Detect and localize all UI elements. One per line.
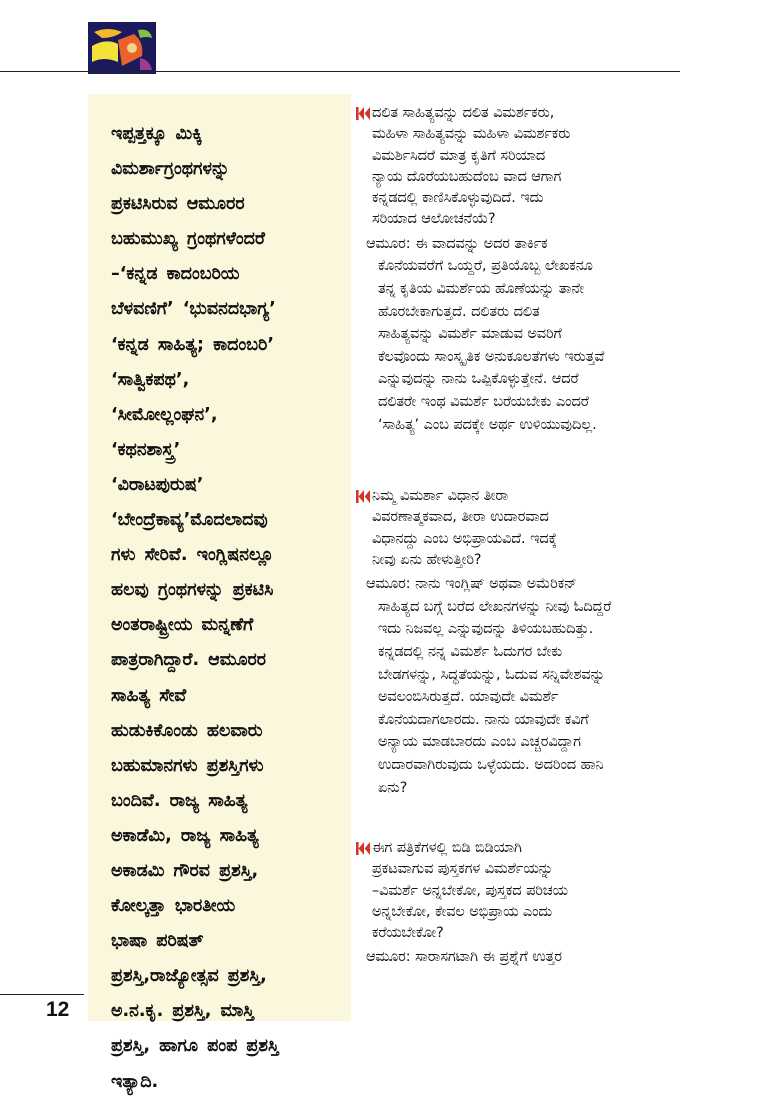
answer-line: ಅವಲಂಬಿಸಿರುತ್ತದೆ. ಯಾವುದೇ ವಿಮರ್ಶೆ: [378, 689, 559, 706]
answer: [356, 946, 681, 969]
answer: [356, 573, 681, 799]
sidebar-line: ಇತ್ಯಾದಿ.: [111, 1071, 159, 1092]
answer-line: ಕನ್ನಡದಲ್ಲಿ ನನ್ನ ವಿಮರ್ಶೆ ಓದುಗರ ಬೇಕು: [378, 643, 563, 660]
question-line: ನೀವು ಏನು ಹೇಳುತ್ತೀರಿ?: [372, 551, 482, 568]
footer-rule: [0, 994, 84, 995]
sidebar-line: ಬಹುಮುಖ್ಯ ಗ್ರಂಥಗಳೆಂದರೆ: [111, 229, 265, 250]
question-line: –ವಿಮರ್ಶೆ ಅನ್ನಬೇಕೋ, ಪುಸ್ತಕದ ಪರಿಚಯ: [372, 882, 568, 899]
sidebar-line: ಬಹುಮಾನಗಳು ಪ್ರಶಸ್ತಿಗಳು: [111, 755, 264, 776]
sidebar-line: ‘ಸೀಮೋಲ್ಲಂಘನ’,: [111, 404, 218, 425]
answer-line: ಹೊರಬೇಕಾಗುತ್ತದೆ. ದಲಿತರು ದಲಿತ: [378, 303, 540, 320]
sidebar-line: ‘ವಿರಾಟಪುರುಷ’: [111, 474, 204, 495]
question-line: ಕನ್ನಡದಲ್ಲಿ ಕಾಣಿಸಿಕೊಳ್ಳುವುದಿದೆ. ಇದು: [372, 190, 544, 207]
question: [356, 838, 681, 944]
sidebar-line: ಬೆಳವಣಿಗೆ’ ‘ಭುವನದಭಾಗ್ಯ’: [111, 299, 276, 320]
question-line: ಅನ್ನಬೇಕೋ, ಕೇವಲ ಅಭಿಪ್ರಾಯ ಎಂದು: [372, 903, 553, 920]
question-line: ಈಗ ಪತ್ರಿಕೆಗಳಲ್ಲಿ ಬಿಡಿ ಬಿಡಿಯಾಗಿ: [372, 840, 522, 856]
question-line: ಪ್ರಕಟವಾಗುವ ಪುಸ್ತಕಗಳ ವಿಮರ್ಶೆಯನ್ನು: [372, 861, 554, 878]
magazine-logo-icon: [88, 22, 156, 74]
sidebar-line: ಪಾತ್ರರಾಗಿದ್ದಾರೆ. ಆಮೂರರ: [111, 650, 267, 671]
answer: [356, 233, 681, 436]
answer-line: ಆಮೂರ: ಈ ವಾದವನ್ನು ಅದರ ತಾರ್ಕಿಕ: [366, 235, 548, 252]
sidebar-line: ಪ್ರಶಸ್ತಿ, ಹಾಗೂ ಪಂಪ ಪ್ರಶಸ್ತಿ: [111, 1036, 279, 1057]
answer-line: ಬೇಡಗಳನ್ನು, ಸಿದ್ಧತೆಯನ್ನು, ಓದುವ ಸನ್ನಿವೇಶವನ್ನು: [378, 666, 605, 683]
question: [356, 486, 681, 571]
answer-line: ಕೊನೆಯದಾಗಲಾರದು. ನಾನು ಯಾವುದೇ ಕವಿಗೆ: [378, 711, 589, 728]
question-line: ವಿಧಾನದ್ದು ಎಂಬ ಅಭಿಪ್ರಾಯವಿದೆ. ಇದಕ್ಕೆ: [372, 530, 558, 547]
header-rule: [0, 71, 680, 72]
sidebar-line: ಹಲವು ಗ್ರಂಥಗಳನ್ನು ಪ್ರಕಟಿಸಿ: [111, 580, 274, 601]
sidebar-line: ವಿಮರ್ಶಾಗ್ರಂಥಗಳನ್ನು: [111, 159, 230, 180]
sidebar-line: ಅ.ನ.ಕೃ. ಪ್ರಶಸ್ತಿ, ಮಾಸ್ತಿ: [111, 1001, 255, 1022]
sidebar-line: –‘ಕನ್ನಡ ಕಾದಂಬರಿಯ: [111, 264, 240, 285]
question-line: ವಿವರಣಾತ್ಮಕವಾದ, ತೀರಾ ಉದಾರವಾದ: [372, 509, 549, 526]
sidebar-line: ಬಂದಿವೆ. ರಾಜ್ಯ ಸಾಹಿತ್ಯ: [111, 790, 248, 811]
answer-line: ಎನ್ನುವುದನ್ನು ನಾನು ಒಪ್ಪಿಕೊಳ್ಳುತ್ತೇನೆ. ಆದರೆ: [378, 371, 579, 388]
answer-line: ಕೆಲವೊಂದು ಸಾಂಸ್ಕೃತಿಕ ಅನುಕೂಲತೆಗಳು ಇರುತ್ತವೆ: [378, 348, 605, 365]
answer-line: ಇದು ನಿಜವಲ್ಲ ಎನ್ನುವುದನ್ನು ತಿಳಿಯಬಹುದಿತ್ತು.: [378, 621, 594, 638]
question-line: ನ್ಯಾಯ ದೊರೆಯಬಹುದೆಂಬ ವಾದ ಆಗಾಗ: [372, 168, 562, 185]
answer-line: ಸಾಹಿತ್ಯವನ್ನು ವಿಮರ್ಶೆ ಮಾಡುವ ಅವರಿಗೆ: [378, 326, 562, 343]
answer-line: ಸಾಹಿತ್ಯದ ಬಗ್ಗೆ ಬರೆದ ಲೇಖನಗಳನ್ನು ನೀವು ಓದಿದ್ದರೆ: [378, 598, 612, 615]
question-line: ವಿಮರ್ಶಿಸಿದರೆ ಮಾತ್ರ ಕೃತಿಗೆ ಸರಿಯಾದ: [372, 147, 546, 164]
sidebar-line: ‘ಕಥನಶಾಸ್ತ್ರ’: [111, 439, 181, 460]
question-line: ದಲಿತ ಸಾಹಿತ್ಯವನ್ನು ದಲಿತ ವಿಮರ್ಶಕರು,: [372, 105, 555, 121]
sidebar-line: ಭಾಷಾ ಪರಿಷತ್: [111, 931, 204, 952]
answer-line: ಆಮೂರ: ನಾನು ಇಂಗ್ಲಿಷ್ ಅಥವಾ ಅಮೆರಿಕನ್: [366, 576, 577, 593]
answer-line: ಆಮೂರ: ಸಾರಾಸಗಟಾಗಿ ಈ ಪ್ರಶ್ನೆಗೆ ಉತ್ತರ: [366, 949, 562, 966]
question: [356, 103, 681, 231]
qa-block: [356, 486, 681, 799]
answer-line: ಕೊನೆಯವರೆಗೆ ಒಯ್ದರೆ, ಪ್ರತಿಯೊಬ್ಬ ಲೇಖಕನೂ: [378, 258, 593, 275]
rewind-arrow-icon: [356, 842, 371, 855]
sidebar-line: ಪ್ರಶಸ್ತಿ,ರಾಜ್ಯೋತ್ಸವ ಪ್ರಶಸ್ತಿ,: [111, 966, 267, 987]
sidebar-line: ಕೋಲ್ಕತ್ತಾ ಭಾರತೀಯ: [111, 896, 236, 917]
answer-line: ದಲಿತರೇ ಇಂಥ ವಿಮರ್ಶೆ ಬರೆಯಬೇಕು ಎಂದರೆ: [378, 393, 589, 410]
question-line: ಮಹಿಳಾ ಸಾಹಿತ್ಯವನ್ನು ಮಹಿಳಾ ವಿಮರ್ಶಕರು: [372, 126, 571, 143]
answer-line: ‘ಸಾಹಿತ್ಯ’ ಎಂಬ ಪದಕ್ಕೇ ಅರ್ಥ ಉಳಿಯುವುದಿಲ್ಲ.: [378, 416, 597, 433]
question-line: ಕರೆಯಬೇಕೋ?: [372, 925, 444, 942]
sidebar-line: ಹುಡುಕಿಕೊಂಡು ಹಲವಾರು: [111, 720, 263, 741]
answer-line: ತನ್ನ ಕೃತಿಯ ವಿಮರ್ಶೆಯ ಹೊಣೆಯನ್ನು ತಾನೇ: [378, 280, 585, 297]
sidebar-line: ಪ್ರಕಟಿಸಿರುವ ಆಮೂರರ: [111, 194, 245, 215]
qa-block: [356, 103, 681, 436]
rewind-arrow-icon: [356, 490, 371, 503]
sidebar-line: ‘ಬೇಂದ್ರೆಕಾವ್ಯ’ಮೊದಲಾದವು: [111, 510, 268, 531]
sidebar-line: ‘ಕನ್ನಡ ಸಾಹಿತ್ಯ; ಕಾದಂಬರಿ’: [111, 334, 274, 355]
sidebar-line: ‘ಸಾತ್ವಿಕಪಥ’,: [111, 369, 190, 390]
question-line: ಸರಿಯಾದ ಆಲೋಚನೆಯೆ?: [372, 211, 496, 228]
answer-line: ಅನ್ಯಾಯ ಮಾಡಬಾರದು ಎಂಬ ಎಚ್ಚರವಿದ್ದಾಗ: [378, 734, 581, 751]
answer-line: ಉದಾರವಾಗಿರುವುದು ಒಳ್ಳೆಯದು. ಅದರಿಂದ ಹಾನಿ: [378, 756, 604, 773]
sidebar-line: ಅಕಾಡೆಮಿ, ರಾಜ್ಯ ಸಾಹಿತ್ಯ: [111, 825, 259, 846]
sidebar-line: ಅಕಾಡಮಿ ಗೌರವ ಪ್ರಶಸ್ತಿ,: [111, 860, 259, 881]
sidebar-line: ಸಾಹಿತ್ಯ ಸೇವೆ: [111, 685, 187, 706]
question-line: ನಿಮ್ಮ ವಿಮರ್ಶಾ ವಿಧಾನ ತೀರಾ: [372, 488, 508, 504]
sidebar-line: ಇಪ್ಪತ್ತಕ್ಕೂ ಮಿಕ್ಕಿ: [111, 124, 203, 144]
rewind-arrow-icon: [356, 107, 371, 120]
sidebar-text: [111, 117, 343, 1100]
answer-line: ಏನು?: [378, 779, 408, 796]
sidebar-line: ಅಂತರಾಷ್ಟ್ರೀಯ ಮನ್ನಣೆಗೆ: [111, 615, 254, 636]
sidebar-line: ಗಳು ಸೇರಿವೆ. ಇಂಗ್ಲಿಷನಲ್ಲೂ: [111, 545, 274, 566]
page-number: 12: [46, 998, 70, 1021]
qa-block: [356, 838, 681, 969]
